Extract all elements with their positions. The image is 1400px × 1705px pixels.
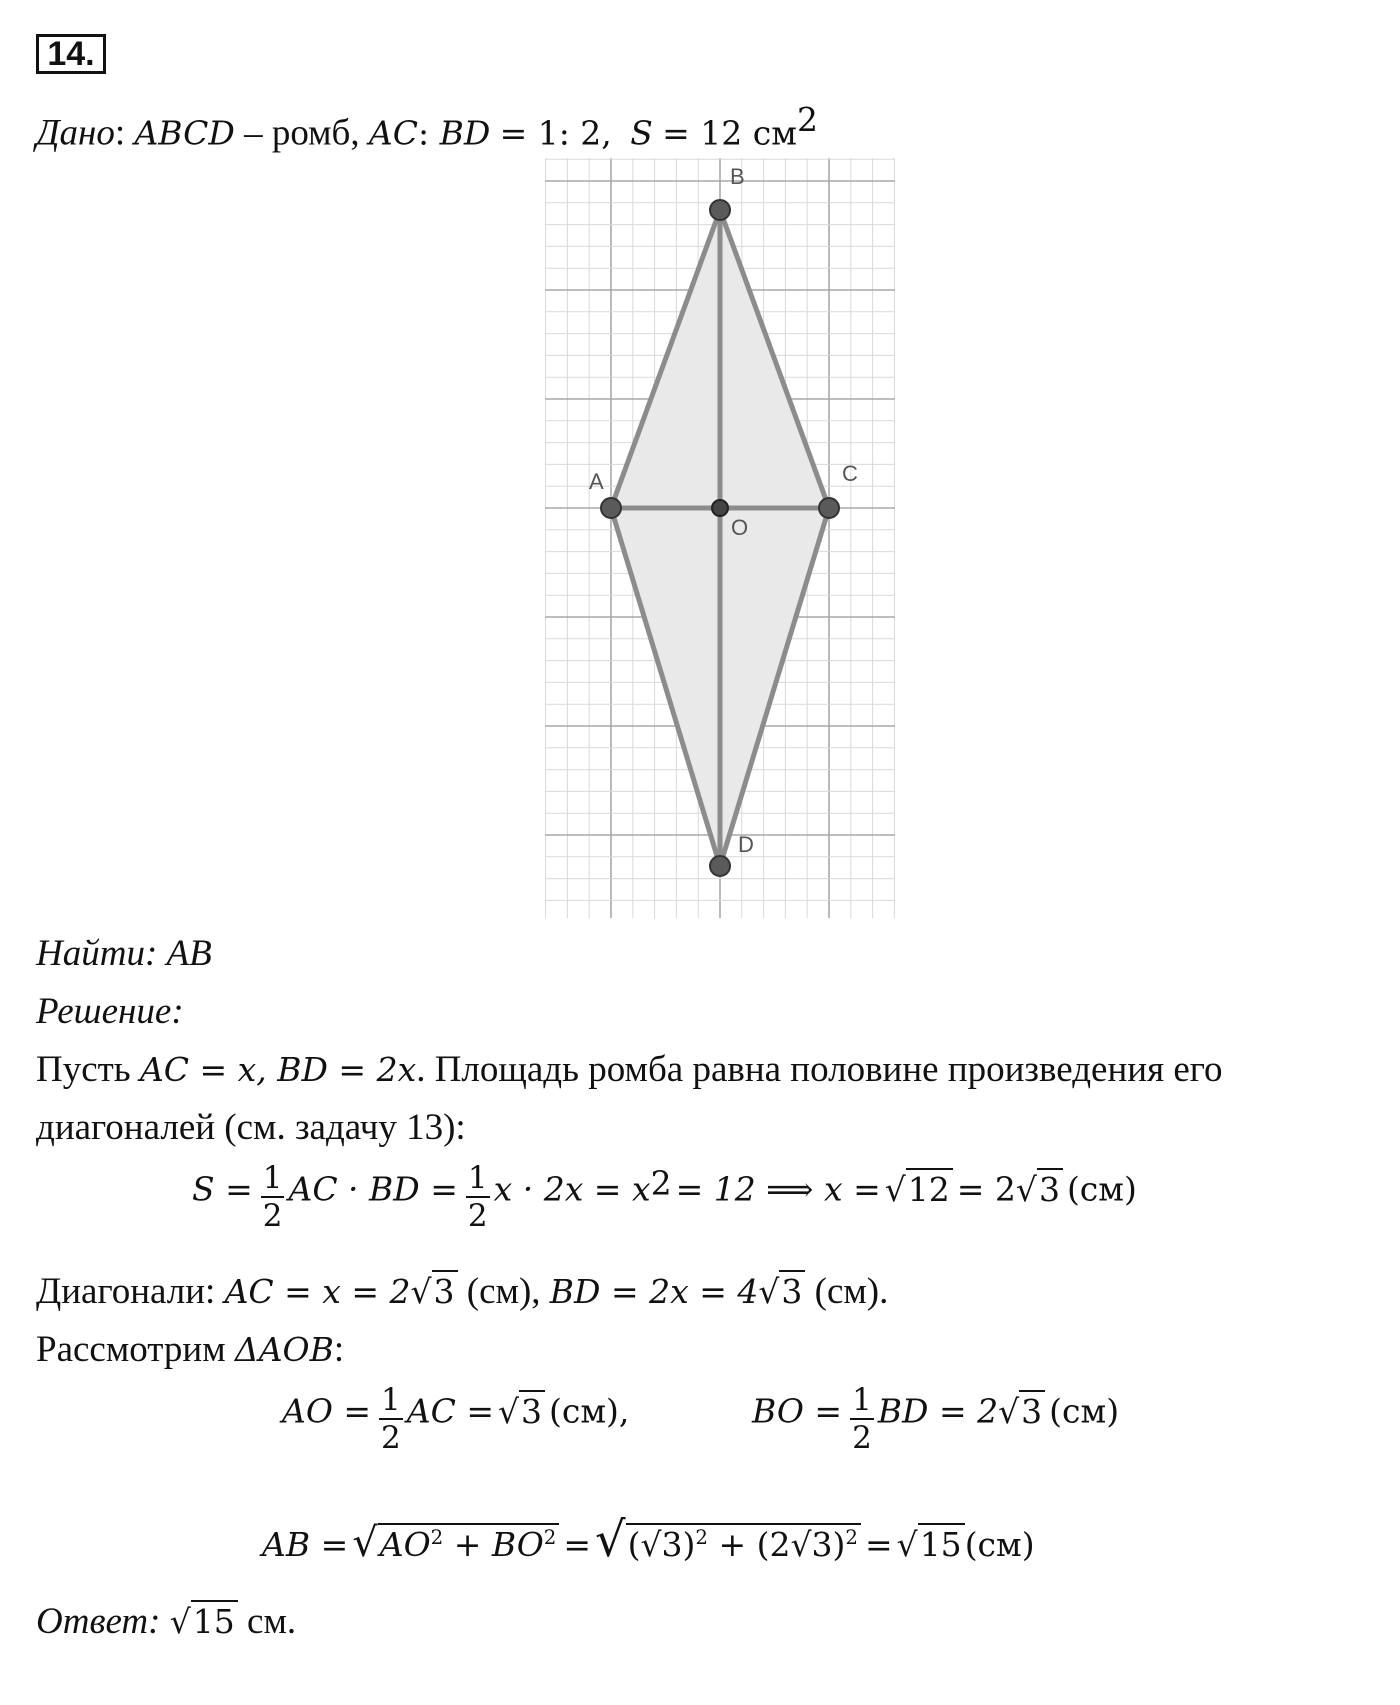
label-b: B	[730, 164, 745, 189]
equation-ao: AO = $\frac{1}{2}$ AC = √3 (см),	[282, 1382, 630, 1456]
point-a	[601, 498, 621, 518]
eq1-frac-2: $\frac{1}{2}$	[467, 1160, 488, 1234]
point-o	[712, 500, 728, 516]
eq1-two-root: = 2	[956, 1169, 1016, 1209]
area-rule-text: . Площадь ромба равна половине произведения его	[416, 1049, 1223, 1090]
let-math: AC = x, BD = 2x	[139, 1050, 417, 1089]
eq1-ac-bd: AC · BD =	[288, 1169, 458, 1209]
eq1-unit: (см)	[1066, 1169, 1137, 1209]
ab-sqrt-15: √15	[897, 1525, 965, 1564]
point-c	[819, 498, 839, 518]
ab-sqrt-sum: $√AO^2 + BO^2$	[352, 1520, 559, 1566]
equation-bo: BO = $\frac{1}{2}$ BD = 2√3 (см)	[752, 1382, 1120, 1456]
eq1-sqrt-3: √3	[1016, 1170, 1063, 1209]
let-word: Пусть	[36, 1049, 140, 1090]
solution-label: Решение:	[36, 991, 184, 1032]
solution-line-1	[36, 1048, 1223, 1092]
consider-triangle: ΔAOB	[234, 1330, 334, 1369]
eq1-x2x: x · 2x = x	[493, 1169, 651, 1209]
diagonals-line	[36, 1270, 888, 1314]
given-bd: BD	[439, 113, 491, 153]
diag-ac-sqrt: √3	[411, 1270, 458, 1314]
diag-bd: BD = 2x = 4	[549, 1272, 759, 1311]
solution-line-2: диагоналей (см. задачу 13):	[36, 1107, 466, 1148]
diag-bd-unit: (см).	[805, 1271, 889, 1312]
label-o: O	[731, 515, 749, 540]
eq1-s: S =	[192, 1169, 253, 1209]
consider-label: Рассмотрим	[36, 1329, 235, 1370]
given-ac: AC	[368, 113, 418, 153]
find-line	[36, 932, 212, 976]
given-area-exp: 2	[796, 100, 818, 139]
diagonals-label: Диагонали:	[36, 1271, 225, 1312]
label-d: D	[738, 832, 754, 857]
find-label: Найти:	[36, 933, 158, 974]
diag-bd-sqrt: √3	[758, 1270, 805, 1314]
answer-unit: см.	[237, 1601, 297, 1642]
given-area-var: S	[630, 113, 653, 153]
equation-ab: AB = $√AO^2 + BO^2 = √(√3)^2 + (2√3)^2 = √15(см)$	[262, 1512, 1035, 1568]
given-line: Дано: ABCD – ромб, AC: BD = 1: 2, S = 12 $см^2$	[36, 100, 818, 154]
rhombus-figure	[545, 158, 895, 918]
given-area-value: = 12 см	[662, 113, 797, 153]
find-value: AB	[166, 933, 212, 974]
answer-line	[36, 1600, 296, 1644]
point-d	[710, 856, 730, 876]
answer-sqrt: √15	[170, 1600, 238, 1644]
eq1-equals-12: = 12 ⟹ x =	[675, 1169, 881, 1209]
diag-ac-unit: (см),	[457, 1271, 550, 1312]
given-rhombus-text: – ромб,	[244, 112, 369, 154]
given-shape: ABCD	[134, 113, 235, 153]
consider-line: Рассмотрим ΔAOB:	[36, 1329, 345, 1370]
diag-ac: AC = x = 2	[224, 1272, 411, 1311]
equation-area: S = $\frac{1}{2}$ AC · BD = $\frac{1}{2}$ $x \cdot 2x = x^2 = 12$ ⟹ x = √12 = 2√3 (см)	[192, 1160, 1137, 1234]
given-ratio: = 1: 2,	[499, 113, 612, 153]
answer-label: Ответ:	[36, 1601, 161, 1642]
eq1-sqrt-12: √12	[885, 1170, 953, 1209]
label-c: C	[842, 461, 858, 486]
label-a: A	[589, 469, 604, 494]
point-b	[710, 200, 730, 220]
problem-number: 14.	[36, 34, 106, 74]
given-label: Дано	[36, 112, 115, 154]
ab-sqrt-numeric: $√(√3)^2 + (2√3)^2$	[595, 1512, 861, 1568]
eq1-frac-1: $\frac{1}{2}$	[262, 1160, 283, 1234]
